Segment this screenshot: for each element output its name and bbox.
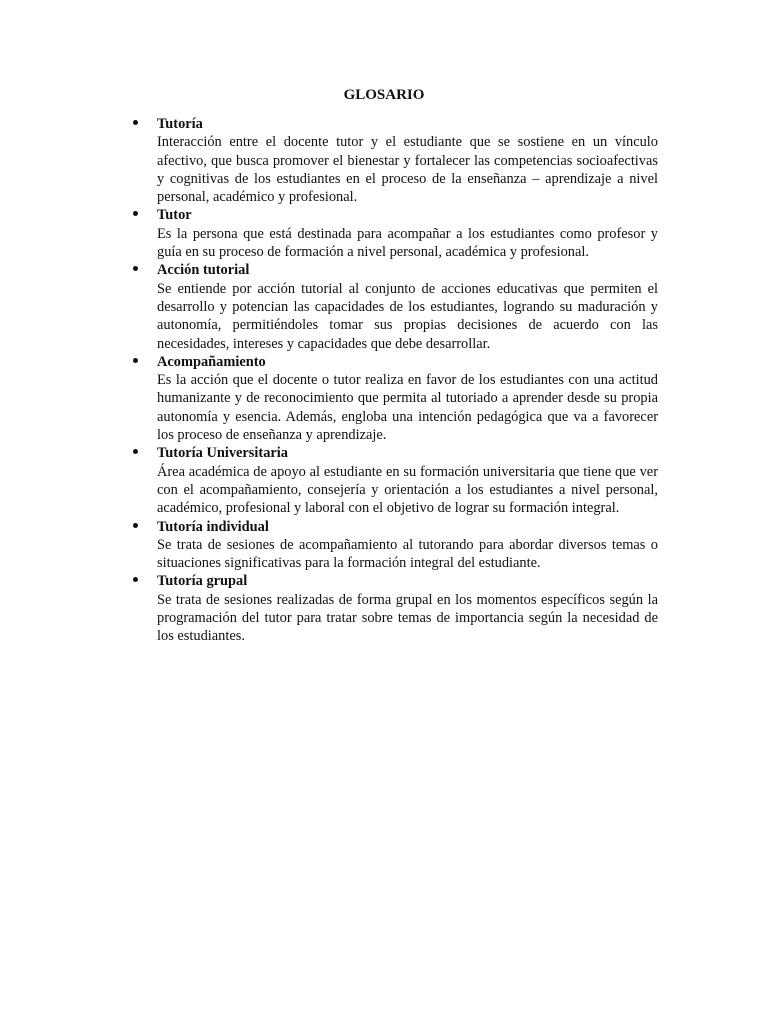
glossary-entry-acompanamiento	[130, 353, 658, 444]
glossary-definition: Se trata de sesiones de acompañamiento al tutorando para abordar diversos temas o situaciones significativas para la formación integral del estudiante.	[157, 536, 658, 572]
page-title: GLOSARIO	[343, 87, 425, 103]
bullet-icon	[133, 120, 138, 125]
glossary-term: Tutoría grupal	[157, 573, 248, 590]
glossary-term: Tutor	[157, 207, 192, 224]
glossary-definition: Es la persona que está destinada para acompañar a los estudiantes como profesor y guía en su proceso de formación a nivel personal, académica y profesional.	[157, 225, 658, 261]
glossary-list	[130, 115, 658, 646]
glossary-definition: Área académica de apoyo al estudiante en su formación universitaria que tiene que ver con el acompañamiento, consejería y orientación a los estudiantes a nivel personal, académico, profesional y laboral con el objetivo de lograr su formación integral.	[157, 463, 658, 517]
glossary-definition: Es la acción que el docente o tutor realiza en favor de los estudiantes con una actitud humanizante y de reconocimiento que permita al tutoriado a aprender desde su propia autonomía y esencia. Además, engloba una intención pedagógica que va a favorecer los proceso de enseñanza y aprendizaje.	[157, 372, 658, 444]
bullet-icon	[133, 577, 138, 582]
glossary-term: Acompañamiento	[157, 353, 266, 370]
glossary-entry-tutoria-grupal	[130, 572, 658, 645]
glossary-term: Tutoría Universitaria	[157, 445, 288, 462]
bullet-icon	[133, 358, 138, 363]
glossary-term: Acción tutorial	[157, 262, 250, 279]
glossary-term: Tutoría individual	[157, 518, 269, 535]
glossary-entry-tutoria-individual	[130, 518, 658, 573]
glossary-definition: Se trata de sesiones realizadas de forma grupal en los momentos específicos según la programación del tutor para tratar sobre temas de importancia según la necesidad de los estudiantes.	[157, 591, 658, 645]
glossary-definition: Interacción entre el docente tutor y el estudiante que se sostiene en un vínculo afectivo, que busca promover el bienestar y fortalecer las competencias socioafectivas y cognitivas de los estudiantes en el proceso de la enseñanza – aprendizaje a nivel personal, académico y profesional.	[157, 134, 658, 206]
glossary-entry-tutoria-universitaria	[130, 444, 658, 517]
bullet-icon	[133, 211, 138, 216]
glossary-entry-tutoria	[130, 115, 658, 206]
bullet-icon	[133, 449, 138, 454]
glossary-entry-accion-tutorial	[130, 261, 658, 352]
glossary-entry-tutor	[130, 206, 658, 261]
bullet-icon	[133, 523, 138, 528]
glossary-definition: Se entiende por acción tutorial al conjunto de acciones educativas que permiten el desarrollo y potencian las capacidades de los estudiantes, logrando su maduración y autonomía, permitiéndoles tomar sus propias decisiones de acuerdo con las necesidades, intereses y capacidades que debe desarrollar.	[157, 280, 658, 352]
glossary-term: Tutoría	[157, 116, 203, 132]
bullet-icon	[133, 266, 138, 271]
